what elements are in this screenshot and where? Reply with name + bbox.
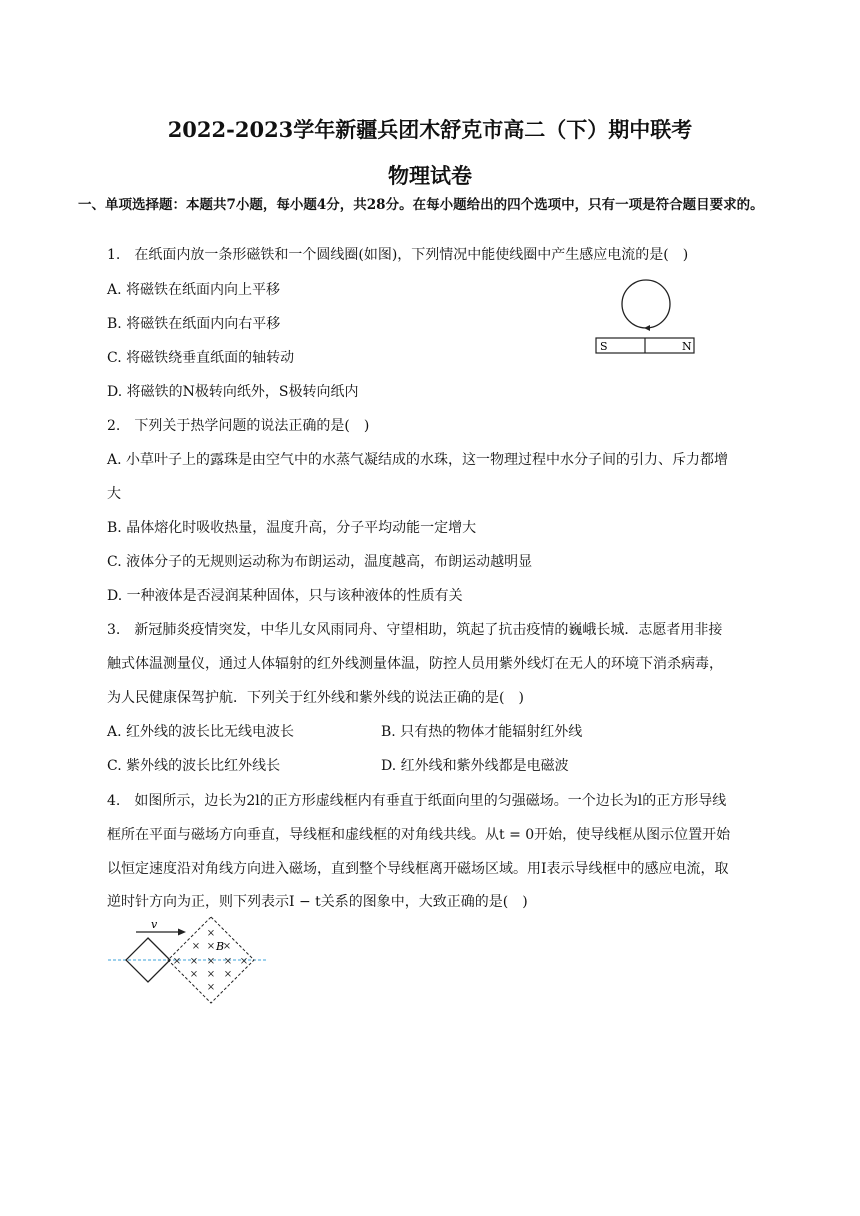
q4-stem-line4: 逆时针方向为正，则下列表示I − t关系的图象中，大致正确的是( )	[107, 894, 528, 910]
q3-stem-line2: 触式体温测量仪，通过人体辐射的红外线测量体温，防控人员用紫外线灯在无人的环境下消杀病毒，	[107, 656, 723, 672]
q3-option-a: A. 红外线的波长比无线电波长	[107, 724, 295, 740]
q3-option-d: D. 红外线和紫外线都是电磁波	[381, 758, 569, 774]
svg-text:×: ×	[172, 956, 182, 967]
q4-stem-line2: 框所在平面与磁场方向垂直，导线框和虚线框的对角线共线。从t = 0开始，使导线框从图示位置开始	[107, 827, 731, 843]
svg-text:×: ×	[239, 956, 249, 967]
svg-text:×: ×	[223, 956, 233, 967]
q1-option-a: A. 将磁铁在纸面内向上平移	[107, 282, 281, 298]
q2-option-d: D. 一种液体是否浸润某种固体，只与该种液体的性质有关	[107, 588, 463, 604]
q3-option-b: B. 只有热的物体才能辐射红外线	[381, 724, 583, 740]
q1-option-d: D. 将磁铁的N极转向纸外，S极转向纸内	[107, 384, 359, 400]
velocity-arrowhead-icon	[178, 929, 186, 936]
q2-option-c: C. 液体分子的无规则运动称为布朗运动，温度越高，布朗运动越明显	[107, 554, 533, 570]
q1-option-b: B. 将磁铁在纸面内向右平移	[107, 316, 281, 332]
q1-figure-magnet-coil	[594, 278, 698, 358]
svg-text:×: ×	[191, 941, 201, 952]
page-title: 2022-2023学年新疆兵团木舒克市高二（下）期中联考	[167, 117, 693, 142]
svg-text:×: ×	[222, 941, 232, 952]
svg-text:×: ×	[206, 956, 216, 967]
svg-text:×: ×	[206, 982, 216, 993]
q1-option-c: C. 将磁铁绕垂直纸面的轴转动	[107, 350, 295, 366]
svg-text:×: ×	[189, 969, 199, 980]
q4-figure-loop-field	[104, 914, 270, 1006]
svg-text:×: ×	[206, 969, 216, 980]
q1-stem: 1. 在纸面内放一条形磁铁和一个圆线圈(如图)，下列情况中能使线圈中产生感应电流的是( )	[107, 247, 689, 263]
q2-stem: 2. 下列关于热学问题的说法正确的是( )	[107, 418, 370, 434]
q2-option-a-cont: 大	[107, 486, 121, 502]
coil-arrow-icon	[644, 325, 650, 331]
page-subtitle: 物理试卷	[388, 163, 472, 188]
coil-circle	[622, 280, 670, 328]
q3-option-c: C. 紫外线的波长比红外线长	[107, 758, 281, 774]
q4-stem-line1: 4. 如图所示，边长为2l的正方形虚线框内有垂直于纸面向里的匀强磁场。一个边长为l的正方形导线	[107, 793, 727, 809]
magnet-n-label: N	[682, 340, 692, 353]
svg-text:×: ×	[206, 928, 216, 939]
section-heading: 一、单项选择题：本题共7小题，每小题4分，共28分。在每小题给出的四个选项中，只有一项是符合题目要求的。	[78, 197, 764, 213]
q3-stem-line3: 为人民健康保驾护航．下列关于红外线和紫外线的说法正确的是( )	[107, 690, 524, 706]
svg-text:×: ×	[206, 941, 216, 952]
field-label: B	[216, 940, 225, 953]
svg-text:×: ×	[223, 969, 233, 980]
q2-option-b: B. 晶体熔化时吸收热量，温度升高，分子平均动能一定增大	[107, 520, 477, 536]
magnet-s-label: S	[600, 340, 608, 353]
svg-text:×: ×	[189, 956, 199, 967]
q4-stem-line3: 以恒定速度沿对角线方向进入磁场，直到整个导线框离开磁场区域。用I表示导线框中的感应电流，取	[107, 861, 729, 877]
velocity-label: v	[151, 918, 158, 931]
q2-option-a: A. 小草叶子上的露珠是由空气中的水蒸气凝结成的水珠，这一物理过程中水分子间的引力、斥力都增	[107, 452, 729, 468]
q3-stem-line1: 3. 新冠肺炎疫情突发，中华儿女风雨同舟、守望相助，筑起了抗击疫情的巍峨长城．志愿者用非接	[107, 622, 723, 638]
